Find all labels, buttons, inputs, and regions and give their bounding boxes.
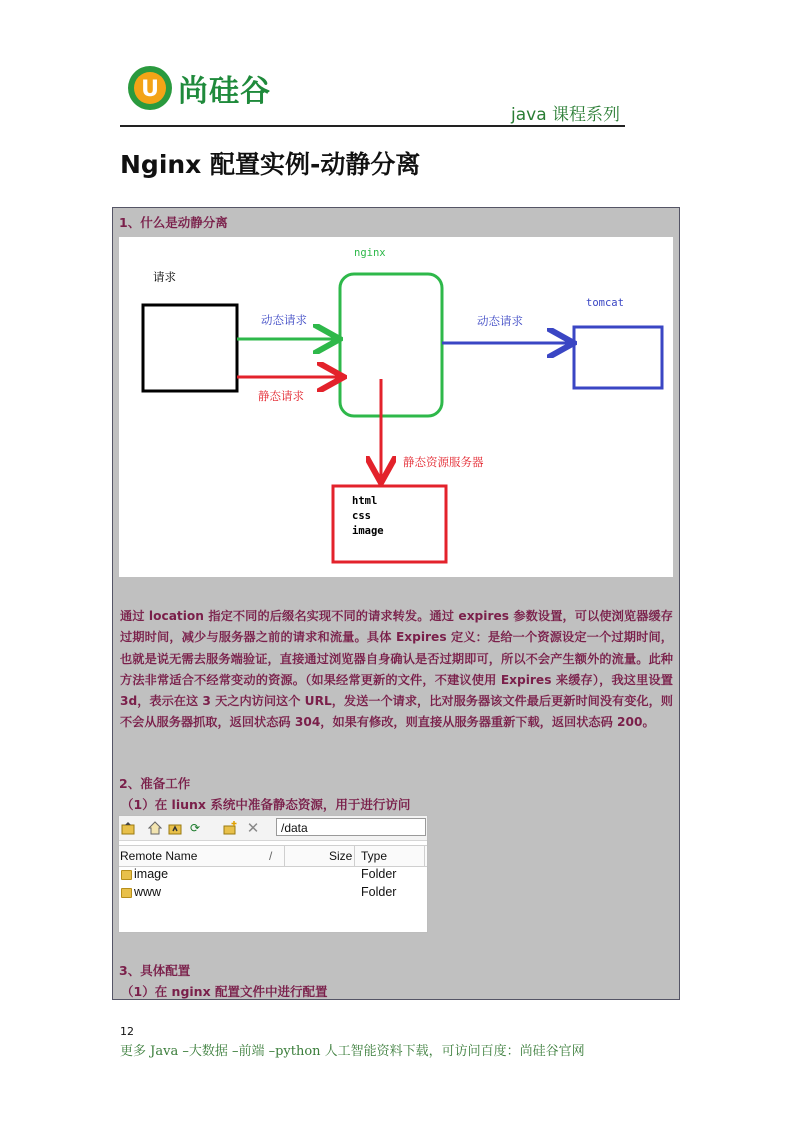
new-folder-icon[interactable]: [222, 820, 238, 836]
logo-icon: [126, 64, 174, 112]
col-divider[interactable]: [424, 846, 425, 866]
logo: [126, 64, 174, 112]
path-input[interactable]: /data: [276, 818, 426, 836]
section3-heading: 3、具体配置: [119, 963, 191, 978]
delete-icon[interactable]: ✕: [246, 820, 260, 837]
home-icon[interactable]: [147, 820, 163, 836]
description-paragraph: 通过 location 指定不同的后缀名实现不同的请求转发。通过 expires 参数设置，可以使浏览器缓存过期时间，减少与服务器之前的请求和流量。具体 Expires 定义：是给一个资源设定一个过期时间，也就是说无需去服务端验证，直接通过浏览器自身确认是否过期即可，所以不会产生额外的流量。此种方法非常适合不经常变动的资源。（如果经常更新的文件，不建议使用 Expires 来缓存），我这里设置 3d，表示在这 3 天之内访问这个 URL，发送一个请求，比对服务器该文件最后更新时间没有变化，则不会从服务器抓取，返回状态码 304，如果有修改，则直接从服务器重新下载，返回状态码 200。: [120, 609, 673, 730]
html-label: html: [352, 495, 378, 507]
page-title: Nginx 配置实例-动静分离: [120, 150, 421, 179]
section2-sub: （1）在 liunx 系统中准备静态资源，用于进行访问: [121, 797, 411, 812]
nginx-label: nginx: [354, 247, 386, 259]
footer-text: 更多 Java –大数据 –前端 –python 人工智能资料下载，可访问百度：尚硅谷官网: [120, 1044, 585, 1059]
col-divider[interactable]: [354, 846, 355, 866]
static-request-label: 静态请求: [258, 389, 304, 403]
section3-sub: （1）在 nginx 配置文件中进行配置: [121, 984, 328, 999]
dynamic-request-label: 动态请求: [261, 313, 307, 327]
file-name: image: [134, 867, 169, 881]
col-remote-name[interactable]: Remote Name: [120, 849, 198, 863]
parent-folder-icon[interactable]: [167, 820, 183, 836]
logo-text: 尚硅谷: [178, 74, 271, 109]
dynamic-request-right-label: 动态请求: [477, 314, 523, 328]
diagram-canvas: [119, 237, 673, 577]
folder-icon: [121, 870, 132, 880]
static-server-box: [333, 486, 446, 562]
image-label: image: [352, 525, 384, 537]
tomcat-label: tomcat: [586, 297, 624, 309]
section2-heading: 2、准备工作: [119, 776, 191, 791]
file-browser-panel: [118, 815, 428, 933]
page-number: 12: [120, 1025, 134, 1038]
request-label: 请求: [153, 270, 176, 284]
file-type: Folder: [361, 885, 397, 899]
logo-letter: U: [141, 77, 159, 102]
section1-heading: 1、什么是动静分离: [119, 215, 228, 230]
client-box: [143, 305, 237, 391]
column-header-row: [119, 845, 427, 867]
refresh-icon[interactable]: ⟳: [189, 821, 201, 835]
col-size[interactable]: Size: [329, 849, 353, 863]
file-name: www: [134, 885, 162, 899]
css-label: css: [352, 510, 371, 522]
list-item[interactable]: [119, 866, 427, 884]
static-server-label: 静态资源服务器: [403, 455, 484, 469]
col-divider[interactable]: [284, 846, 285, 866]
col-type[interactable]: Type: [361, 849, 388, 863]
header-divider: [120, 125, 625, 127]
up-folder-icon[interactable]: [120, 820, 136, 836]
file-toolbar: [119, 816, 427, 841]
series-label: java 课程系列: [511, 105, 621, 125]
tomcat-box: [574, 327, 662, 388]
list-item[interactable]: [119, 884, 427, 902]
col-sort-indicator: /: [269, 849, 273, 863]
file-type: Folder: [361, 867, 397, 881]
folder-icon: [121, 888, 132, 898]
nginx-box: [340, 274, 442, 416]
architecture-diagram: [119, 237, 673, 577]
